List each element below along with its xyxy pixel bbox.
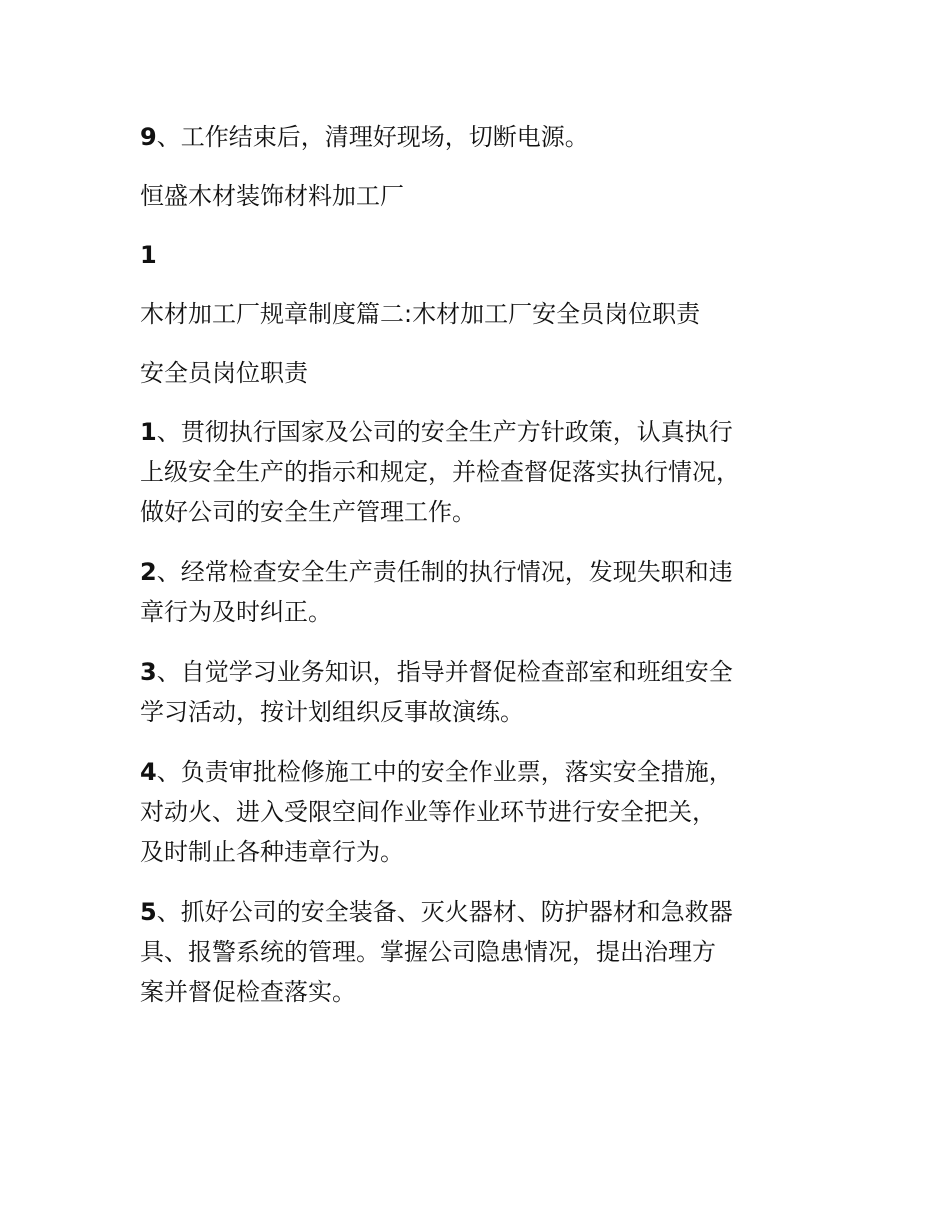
item-number: 2 [140, 558, 157, 586]
item-line [140, 892, 820, 932]
item-text: 、工作结束后，清理好现场，切断电源。 [156, 123, 589, 151]
section-title: 木材加工厂规章制度篇二:木材加工厂安全员岗位职责 [140, 300, 701, 328]
duty-item-2 [140, 552, 820, 632]
item-line: 学习活动，按计划组织反事故演练。 [140, 698, 524, 726]
subheading: 安全员岗位职责 [140, 359, 308, 387]
item-line [140, 552, 820, 592]
item-line: 章行为及时纠正。 [140, 598, 332, 626]
duty-item-3 [140, 652, 820, 732]
item-line: 做好公司的安全生产管理工作。 [140, 498, 476, 526]
item-text: 、负责审批检修施工中的安全作业票，落实安全措施， [156, 758, 733, 786]
item-line [140, 412, 820, 452]
item-number: 5 [140, 898, 157, 926]
item-text: 、经常检查安全生产责任制的执行情况，发现失职和违 [156, 558, 733, 586]
item-line: 案并督促检查落实。 [140, 978, 356, 1006]
page-number: 1 [140, 241, 157, 269]
item-line: 具、报警系统的管理。掌握公司隐患情况，提出治理方 [140, 938, 716, 966]
document-page [140, 117, 820, 1012]
item-text: 、自觉学习业务知识，指导并督促检查部室和班组安全 [156, 658, 733, 686]
item-line: 对动火、进入受限空间作业等作业环节进行安全把关， [140, 798, 716, 826]
item-number: 9 [140, 123, 157, 151]
item-text: 、贯彻执行国家及公司的安全生产方针政策，认真执行 [156, 418, 733, 446]
company-name: 恒盛木材装饰材料加工厂 [140, 182, 404, 210]
item-number: 4 [140, 758, 157, 786]
duty-item-5 [140, 892, 820, 1012]
item-number: 1 [140, 418, 157, 446]
item-number: 3 [140, 658, 157, 686]
duty-item-1 [140, 412, 820, 532]
item-text: 、抓好公司的安全装备、灭火器材、防护器材和急救器 [156, 898, 733, 926]
paragraph-item-9 [140, 117, 820, 157]
item-line [140, 652, 820, 692]
item-line: 及时制止各种违章行为。 [140, 838, 404, 866]
item-line [140, 752, 820, 792]
item-line: 上级安全生产的指示和规定，并检查督促落实执行情况， [140, 458, 740, 486]
duty-item-4 [140, 752, 820, 872]
